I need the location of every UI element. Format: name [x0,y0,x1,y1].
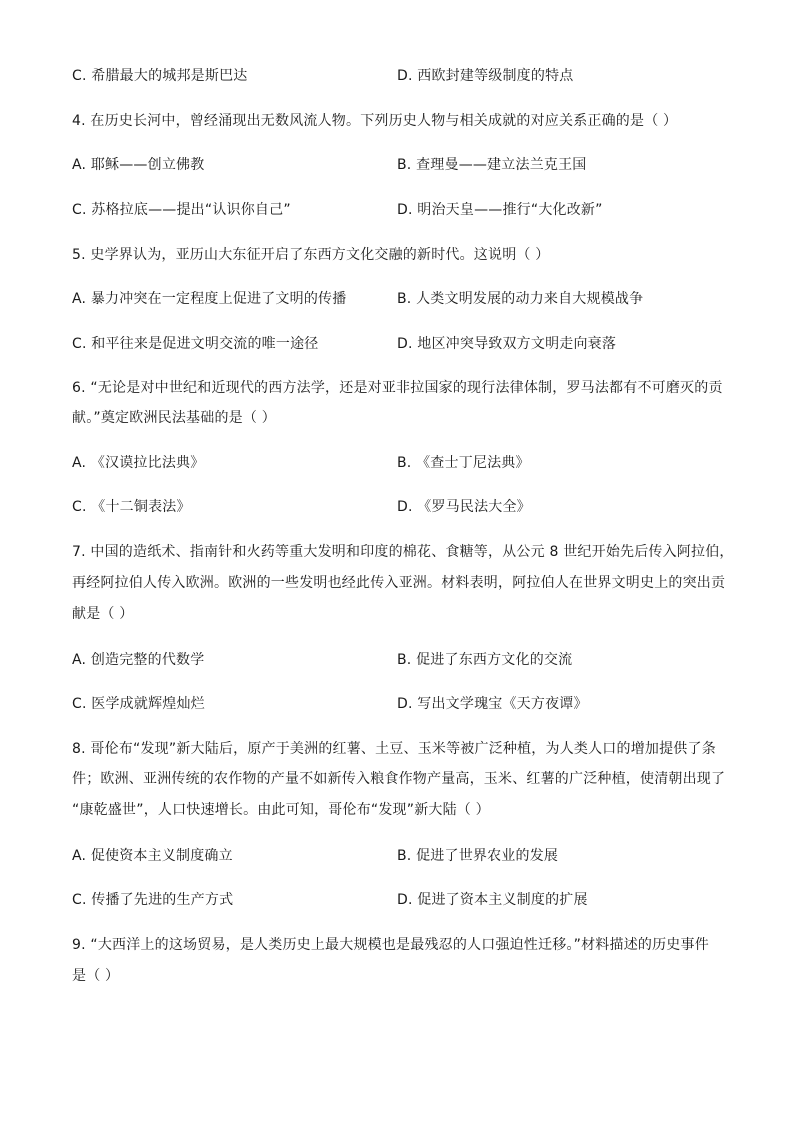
q6-option-c: C. 《十二铜表法》 [72,499,191,515]
q6-option-d: D. 《罗马民法大全》 [397,499,531,515]
q4-stem: 4. 在历史长河中，曾经涌现出无数风流人物。下列历史人物与相关成就的对应关系正确的是（ ） [72,113,678,129]
q8-option-a: A. 促使资本主义制度确立 [72,848,233,864]
q8-option-b: B. 促进了世界农业的发展 [397,848,559,864]
q7-option-a: A. 创造完整的代数学 [72,652,205,668]
q5-option-d: D. 地区冲突导致双方文明走向衰落 [397,336,617,352]
q9-stem-line-1: 9. “大西洋上的这场贸易，是人类历史上最大规模也是最残忍的人口强迫性迁移。”材料描述的历史事件 [72,937,709,953]
q8-stem-line-2: 件；欧洲、亚洲传统的农作物的产量不如新传入粮食作物产量高，玉米、红薯的广泛种植，使清朝出现了 [72,771,726,787]
q4-option-d: D. 明治天皇——推行“大化改新” [397,202,603,218]
q7-stem-line-2: 再经阿拉伯人传入欧洲。欧洲的一些发明也经此传入亚洲。材料表明，阿拉伯人在世界文明史上的突出贡 [72,575,726,591]
q7-stem-line-1: 7. 中国的造纸术、指南针和火药等重大发明和印度的棉花、食糖等，从公元 8 世纪开始先后传入阿拉伯， [72,544,734,560]
q4-option-b: B. 查理曼——建立法兰克王国 [397,157,587,173]
q7-option-d: D. 写出文学瑰宝《天方夜谭》 [397,696,588,712]
q3-option-d: D. 西欧封建等级制度的特点 [397,68,574,84]
q8-option-d: D. 促进了资本主义制度的扩展 [397,892,588,908]
q3-option-c: C. 希腊最大的城邦是斯巴达 [72,68,248,84]
q5-option-a: A. 暴力冲突在一定程度上促进了文明的传播 [72,291,347,307]
q9-stem-line-2: 是（ ） [72,968,120,984]
q8-stem-line-1: 8. 哥伦布“发现”新大陆后，原产于美洲的红薯、土豆、玉米等被广泛种植，为人类人口的增加提供了条 [72,741,716,757]
q6-stem-line-1: 6. “无论是对中世纪和近现代的西方法学，还是对亚非拉国家的现行法律体制，罗马法都有不可磨灭的贡 [72,380,723,396]
q6-stem-line-2: 献。”奠定欧洲民法基础的是（ ） [72,410,276,426]
q5-stem: 5. 史学界认为，亚历山大东征开启了东西方文化交融的新时代。这说明（ ） [72,247,550,263]
q7-stem-line-3: 献是（ ） [72,606,134,622]
q7-option-b: B. 促进了东西方文化的交流 [397,652,573,668]
q8-option-c: C. 传播了先进的生产方式 [72,892,234,908]
q7-option-c: C. 医学成就辉煌灿烂 [72,696,205,712]
q4-option-c: C. 苏格拉底——提出“认识你自己” [72,202,291,218]
q5-option-c: C. 和平往来是促进文明交流的唯一途径 [72,336,319,352]
q5-option-b: B. 人类文明发展的动力来自大规模战争 [397,291,644,307]
q6-option-b: B. 《查士丁尼法典》 [397,455,530,471]
q6-option-a: A. 《汉谟拉比法典》 [72,455,205,471]
q4-option-a: A. 耶稣——创立佛教 [72,157,205,173]
q8-stem-line-3: “康乾盛世”，人口快速增长。由此可知，哥伦布“发现”新大陆（ ） [72,802,490,818]
